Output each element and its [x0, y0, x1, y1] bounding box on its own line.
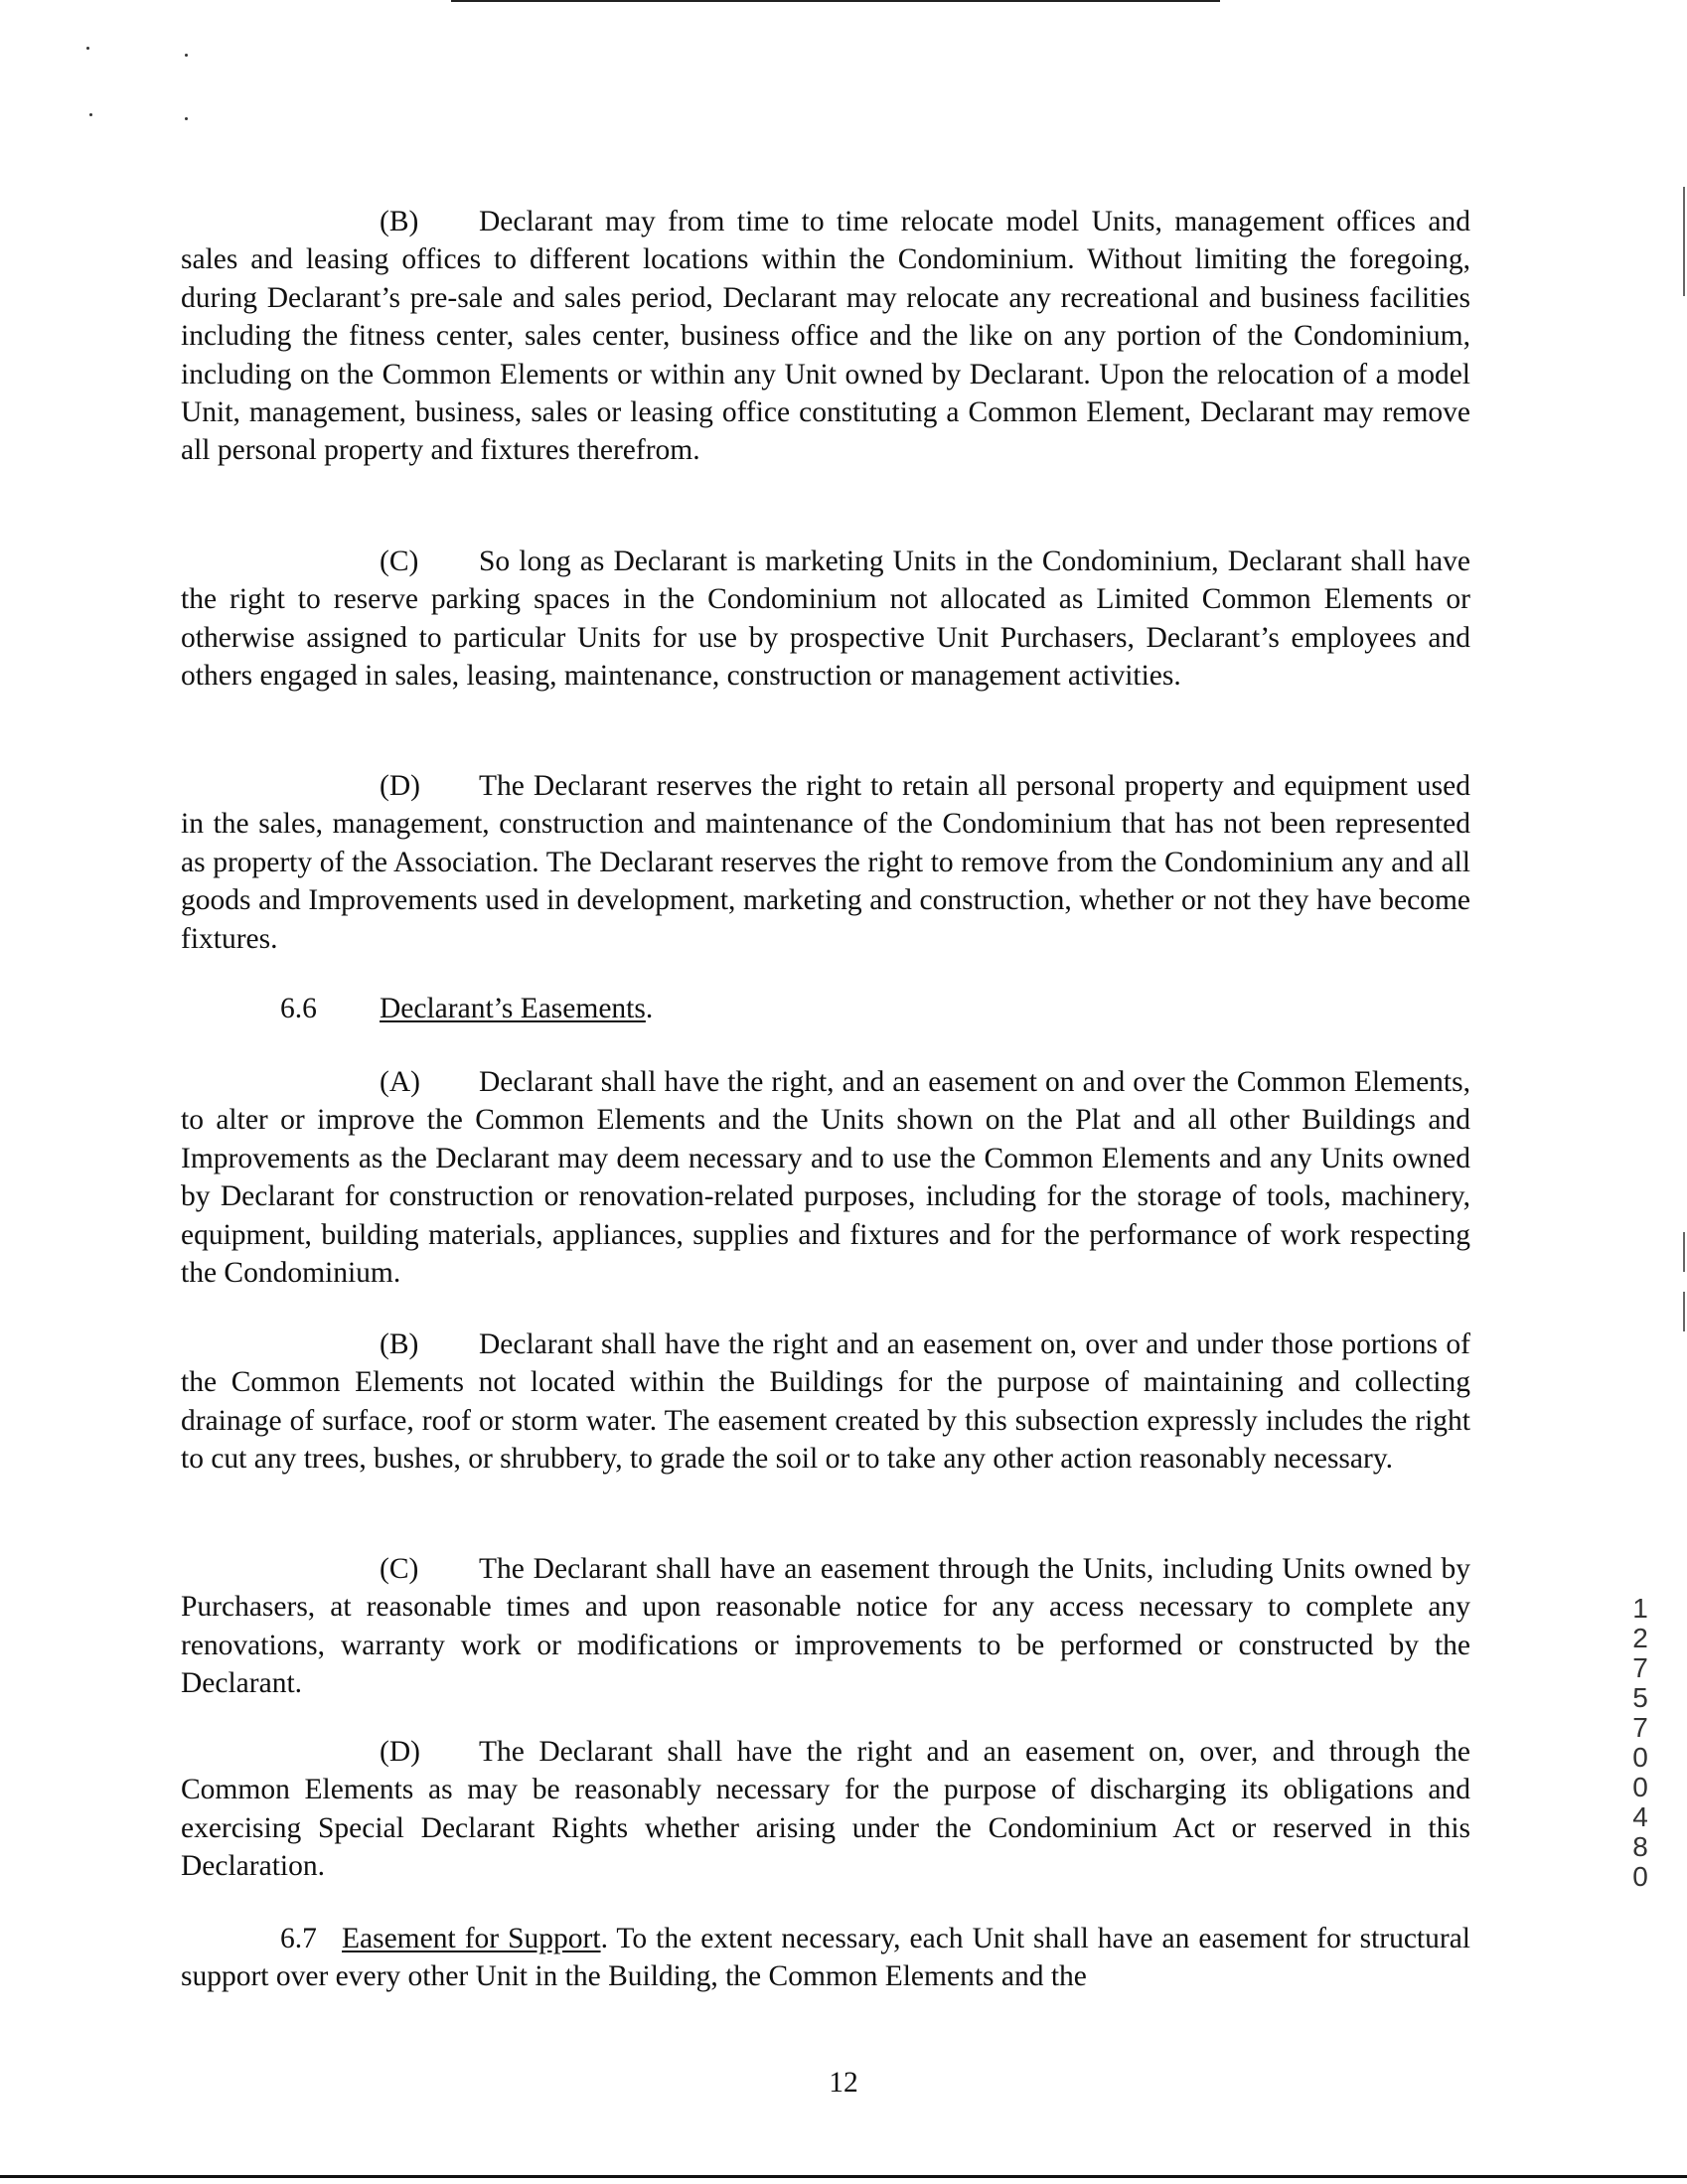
paragraph-text: The Declarant shall have the right and an easement on, over, and through the Common Elements as may be reasonably necessary for the purpose of discharging its obligations and exercising Special Declarant Rights whether arising under the Condominium Act or reserved in this Declaration. [181, 1736, 1470, 1883]
paragraph-label: (B) [380, 1328, 419, 1360]
section-heading-6-6 [280, 990, 653, 1027]
paragraph-text: The Declarant shall have an easement through the Units, including Units owned by Purchasers, at reasonable times and upon reasonable notice for any access necessary to complete any renovations, warranty work or modifications or improvements to be performed or constructed by the Declarant. [181, 1553, 1470, 1700]
paragraph-b-easement-drainage [181, 1326, 1470, 1479]
paragraph-label: (C) [380, 1553, 419, 1585]
paragraph-text: The Declarant reserves the right to retain all personal property and equipment used in the sales, management, construction and maintenance of the Condominium that has not been represented as property of the Association. The Declarant reserves the right to remove from the Condominium any and all goods and Improvements used in development, marketing and construction, whether or not they have become fixtures. [181, 770, 1470, 955]
margin-scan-mark [1683, 187, 1685, 296]
paragraph-label: (B) [380, 206, 419, 237]
paragraph-a-easement-improve [181, 1063, 1470, 1292]
paragraph-d-personal-property [181, 767, 1470, 958]
section-6-7-support [181, 1920, 1470, 1996]
paragraph-d-easement-common [181, 1733, 1470, 1886]
section-text: . To the extent necessary, each Unit shall have an easement for structural support over every other Unit in the Building, the Common Elements and the [181, 1923, 1470, 1993]
paragraph-label: (D) [380, 770, 420, 802]
section-title-period: . [645, 993, 654, 1024]
paragraph-b-relocation [181, 203, 1470, 470]
paragraph-text: Declarant shall have the right and an easement on, over and under those portions of the Common Elements not located within the Buildings for the purpose of maintaining and collecting drainage of surface, roof or storm water. The easement created by this subsection expressly includes the right to cut any trees, bushes, or shrubbery, to grade the soil or to take any other action reasonably necessary. [181, 1328, 1470, 1476]
paragraph-label: (A) [380, 1066, 420, 1098]
section-number: 6.7 [280, 1923, 317, 1954]
section-title: Declarant’s Easements [380, 993, 646, 1024]
margin-reception-number: 1 2 7 5 7 0 0 4 8 0 [1632, 1593, 1648, 1892]
section-title: Easement for Support [342, 1923, 601, 1954]
scan-speck [185, 54, 188, 57]
section-number: 6.6 [280, 993, 317, 1024]
paragraph-label: (C) [380, 546, 419, 577]
scan-speck [86, 47, 89, 50]
paragraph-text: So long as Declarant is marketing Units in the Condominium, Declarant shall have the right to reserve parking spaces in the Condominium not allocated as Limited Common Elements or otherwise assigned to particular Units for use by prospective Unit Purchasers, Declarant’s employees and others engaged in sales, leasing, maintenance, construction or management activities. [181, 546, 1470, 693]
paragraph-c-parking [181, 543, 1470, 696]
margin-scan-mark [1683, 1232, 1685, 1272]
scan-speck [89, 113, 92, 116]
bottom-scan-rule [0, 2175, 1687, 2178]
paragraph-text: Declarant shall have the right, and an easement on and over the Common Elements, to alter or improve the Common Elements and the Units shown on the Plat and all other Buildings and Improvements as the Declarant may deem necessary and to use the Common Elements and any Units owned by Declarant for construction or renovation-related purposes, including for the storage of tools, machinery, equipment, building materials, appliances, supplies and fixtures and for the performance of work respecting the Condominium. [181, 1066, 1470, 1290]
scan-speck [185, 117, 188, 120]
paragraph-text: Declarant may from time to time relocate model Units, management offices and sales and leasing offices to different locations within the Condominium. Without limiting the foregoing, during Declarant’s pre-sale and sales period, Declarant may relocate any recreational and business facilities including the fitness center, sales center, business office and the like on any portion of the Condominium, including on the Common Elements or within any Unit owned by Declarant. Upon the relocation of a model Unit, management, business, sales or leasing office constituting a Common Element, Declarant may remove all personal property and fixtures therefrom. [181, 206, 1470, 467]
paragraph-c-easement-units [181, 1550, 1470, 1703]
margin-scan-mark [1683, 1292, 1685, 1331]
paragraph-label: (D) [380, 1736, 420, 1768]
page-number: 12 [829, 2067, 858, 2099]
top-scan-rule [451, 0, 1220, 2]
